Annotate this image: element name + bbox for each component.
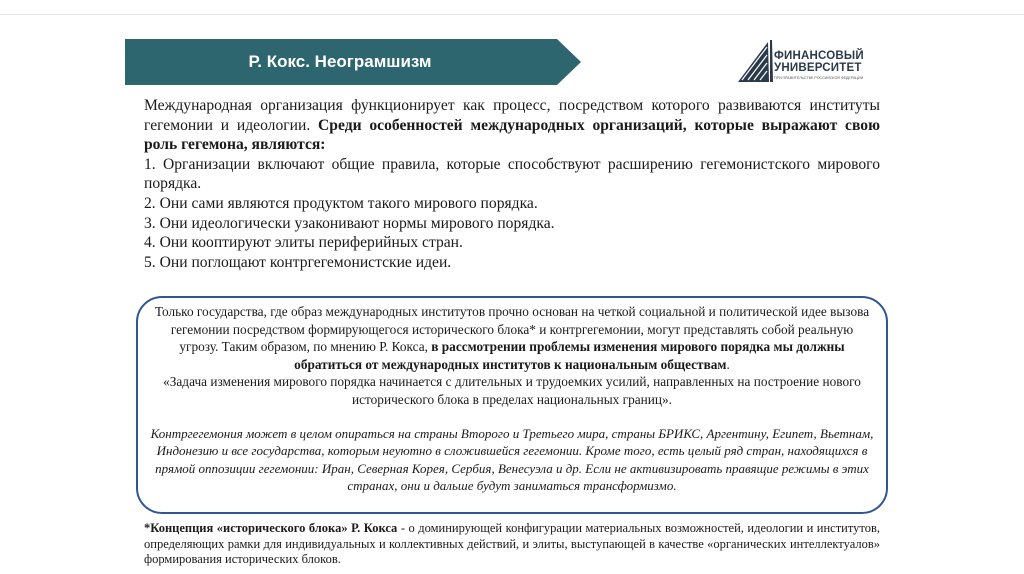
list-item: 1. Организации включают общие правила, которые способствуют расширению гегемонистского мирового порядка. bbox=[144, 155, 880, 193]
footnote: *Концепция «исторического блока» Р. Кокса - о доминирующей конфигурации материальных возможностей, идеологии и институтов, определяющих рамки для индивидуальных и коллективных действий, и элиты, выступающей в качестве «органических интеллектуалов» формирования исторических блоков. bbox=[144, 521, 880, 566]
top-divider bbox=[0, 14, 1024, 15]
main-text bbox=[144, 96, 880, 272]
logo-subtitle: ПРИ ПРАВИТЕЛЬСТВЕ РОССИЙСКОЙ ФЕДЕРАЦИИ bbox=[774, 76, 864, 80]
quote-box-content bbox=[150, 303, 874, 495]
university-logo bbox=[736, 38, 896, 84]
page-title: Р. Кокс. Неограмшизм bbox=[248, 52, 432, 71]
box-quote: «Задача изменения мирового порядка начинается с длительных и трудоемких усилий, направленных на построение нового исторического блока в пределах национальных границ». bbox=[163, 374, 861, 407]
list-item: 2. Они сами являются продуктом такого мирового порядка. bbox=[144, 194, 538, 212]
title-banner bbox=[125, 39, 581, 85]
logo-name: ФИНАНСОВЫЙ УНИВЕРСИТЕТ bbox=[774, 50, 864, 74]
box-paragraph: Только государства, где образ международных институтов прочно основан на четкой социальной и политической идее вызова гегемонии посредством формирующегося исторического блока* и контргегемонии, могут представлять собой реальную угрозу. Таким образом, по мнению Р. Кокса, в рассмотрении проблемы изменения мирового порядка мы должны обратиться от международных институтов к национальным обществам. bbox=[154, 304, 870, 372]
logo-emblem-icon bbox=[736, 38, 776, 84]
list-item: 4. Они кооптируют элиты периферийных стран. bbox=[144, 234, 463, 252]
list-item: 5. Они поглощают контргегемонистские идеи. bbox=[144, 253, 452, 271]
box-italic-paragraph: Контргегемония может в целом опираться на страны Второго и Третьего мира, страны БРИКС, Аргентину, Египет, Вьетнам, Индонезию и все государства, которым неуютно в сложившейся гегемонии. Кроме того, есть целый ряд стран, находящихся в прямой оппозиции гегемонии: Иран, Северная Корея, Сербия, Венесуэла и др. Если не активизировать правящие режимы в этих странах, они и дальше будут заниматься трансформизмо. bbox=[150, 425, 874, 494]
list-item: 3. Они идеологически узаконивают нормы мирового порядка. bbox=[144, 214, 555, 232]
quote-box bbox=[136, 296, 888, 514]
intro-paragraph: Международная организация функционирует как процесс, посредством которого развиваются институты гегемонии и идеологии. Среди особенностей международных организаций, которые выражают свою роль гегемона, являются: bbox=[144, 97, 880, 154]
